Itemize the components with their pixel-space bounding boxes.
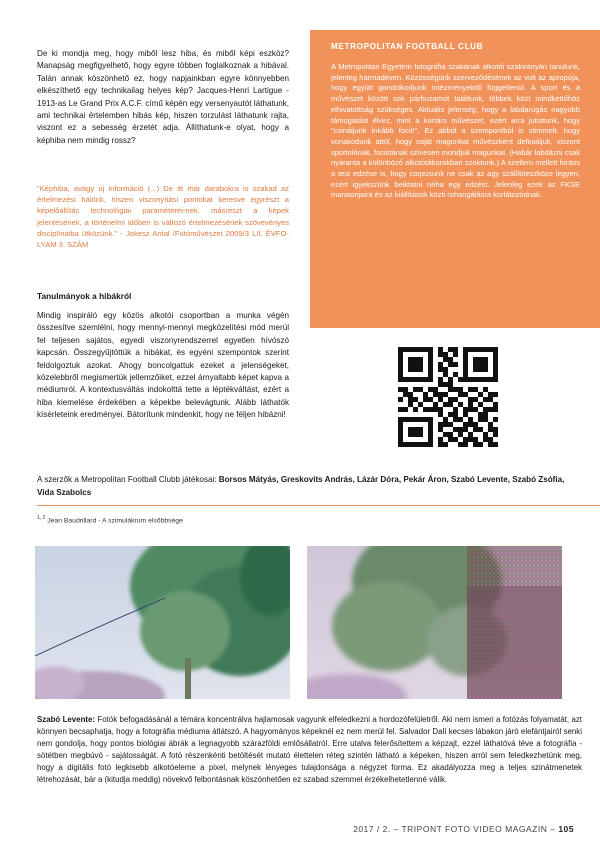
footnote-text: Jean Baudrillard - A szimulákrum elsőbbsége — [47, 517, 183, 525]
authors-line — [37, 474, 577, 499]
section-heading: Tanulmányok a hibákról — [37, 291, 132, 301]
page-footer — [353, 824, 574, 834]
photo-glitched — [307, 546, 562, 699]
footnote-marks: 1, 2 — [37, 515, 46, 521]
intro-paragraph: De ki mondja meg, hogy miből lesz hiba, és miből képi eszköz? Manapság megfigyelhető, hogy egyre többen foglalkoznak a hibával. Talán annak köszönhető ez, hogy napjainkban egyre könnyebben elkészíthető egy technikailag helyes kép? Jacques-Henri Lartigue - 1913-as Le Grand Prix A.C.F. című képén egy versenyautót láthatunk, ami technikai értelemben hibás kép, hiszen torzulást láthatunk rajta, viszont ez a sebesség érzetét adja. Állíthatunk-e olyat, hogy a képhiba nem mindig rossz? — [37, 49, 289, 145]
footer-issue: 2017 / 2. – TRIPONT FOTO VIDEO MAGAZIN – — [353, 824, 556, 834]
photo-caption — [37, 714, 582, 787]
caption-text: Fotók befogadásánál a témára koncentrálva hajlamosak vagyunk elfeledkezni a hordozófelületről. Aki nem ismeri a fotózás folyamatát, azt könnyen becsaphatja, hogy a fotográfia médiuma átlátszó. A hagyományos képeknél ez nem merül fel. Salvador Dalí kecses lábakon járó elefántjairól senki nem gondolja, hogy pontos biológiai ábrák a legnagyobb szárazföldi emlősállatról. Erre utalva felerősítettem a képzajt, ezzel láthatóvá téve a fotográfia - sötétben megbúvó - sajátosságát. A fotó részenkénti betöltését mutató élettelen réteg szintén látható a képeken, hiszen arról sem feledkezhetünk meg, hogy a digitális fotó legkisebb alkotóeleme a pixel, melynek lényeges tulajdonsága a négyzet forma. Ez akadályozza meg a teljes szinátmenetek létrehozását, bár a (kitudja meddig) növekvő felbontásnak köszönhetően ez szabad szemmel érzékelhetetlenné válik. — [37, 715, 582, 785]
quote-block: "Képhiba, avagy új információ (...) De itt már darabokra is szakad az értelmezési hálónk, hiszen viszonyítási pontokat keresve egyrészt a képelőállítás technológiai paraméterei-nek, másrészt a képek jelentésének, a történelmi időben is változó értelmezésének szövevényes disciplínáiba ütközünk." - Jokesz Antal /Fotóművészet 2009/3 LII. ÉVFO-LYAM 3. SZÁM — [37, 184, 289, 250]
authors-prefix: A szerzők a Metropolitan Football Clubb játékosai: — [37, 475, 217, 484]
sidebar-body: A Metropolitan Egyetem fotográfia szakának alkotói szakirányán tanulunk, jelenleg harmadéven. Közösségünk szerveződésének az volt az apropója, hogy együtt gondolkodjunk intézményektől függetlenül. A sport és a művészet között sok párhuzamot találtunk, többek közt mindkettőhöz elhivatottság szükséges. Aktuális jelenség, hogy a labdarúgás nagyobb támogatást élvez, mint a kortárs művészet, ezért arra jutottunk, hogy "csináljunk inkább focit!". Ez abból a szempontból is stimmelt, hogy vonakodunk attól, hogy saját magunkat művészként definiáljuk, viszont sportolónak, focistának szívesen mondjuk magunkat. (Habár labdázni csak nyaranta a különböző alkotótáborokban szoktunk.) A szellem mellett fontos a test edzése is, hogy corpusunk ne csak az agy szállítóeszköze legyen, ezért igyekszünk beiktatni néha egy edzést. Jelenleg ezek az FKSE maratonjaira és az kiállítások közti rohangálásra korlátozódnak. — [331, 62, 580, 200]
authors-names: Borsos Mátyás, Greskovits András, Lázár Dóra, Pekár Áron, Szabó Levente, Szabó Zsófia, Vida Szabolcs — [37, 475, 565, 497]
sidebar-info-box — [310, 30, 600, 328]
caption-author: Szabó Levente: — [37, 715, 96, 724]
divider — [37, 505, 600, 506]
sidebar-title: METROPOLITAN FOOTBALL CLUB — [331, 42, 484, 51]
page-number: 105 — [558, 824, 574, 834]
qr-code-icon[interactable] — [398, 347, 498, 447]
footnote — [37, 515, 183, 524]
section-body: Mindig inspiráló egy közös alkotói csoportban a munka végén összesítve szemlélni, hogy mennyi-mennyi megközelítési mód merül fel teljesen sajátos, egyedi viszonyrendszerrel egyetlen hívószó kapcsán. Összegyűjtöttük a hibákat, és egyéni szempontok szerint feldolgoztuk azokat. Ahogy boncolgattuk ezeket a jelenségeket, közelebbről megismertük jellemzőiket, ezzel árnyaltabb képet kapva a médiumról. A kontextusváltás indokolttá tette a léptékváltást, ezért a hiba kiemelése érdekében a képekbe belevágtunk. Alább láthatók kísérleteink eredményei. Bátorítunk mindenkit, hogy ne féljen hibázni! — [37, 311, 289, 420]
photo-original — [35, 546, 290, 699]
